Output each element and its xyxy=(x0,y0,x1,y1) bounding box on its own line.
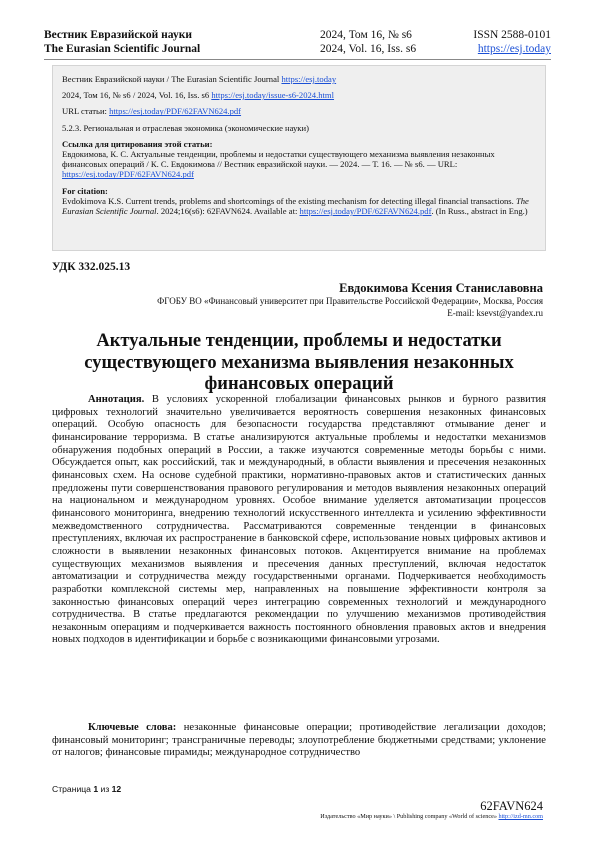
author-name: Евдокимова Ксения Станиславовна xyxy=(339,281,543,295)
article-title: Актуальные тенденции, проблемы и недостатки существующего механизма выявления незаконных финансовых операций xyxy=(84,331,514,394)
article-pdf-link[interactable]: https://esj.today/PDF/62FAVN624.pdf xyxy=(109,106,242,117)
keywords-label: Ключевые слова: xyxy=(88,722,177,733)
page-number: Страница 1 из 12 xyxy=(52,784,122,794)
infobox-section: 5.2.3. Региональная и отраслевая экономика (экономические науки) xyxy=(62,122,309,133)
publisher-line: Издательство «Мир науки» \ Publishing company «World of science» http://izd-mn.com xyxy=(320,813,543,820)
header-journal xyxy=(44,28,200,56)
issue-ru: 2024, Том 16, № s6 xyxy=(320,29,412,41)
journal-site-link[interactable]: https://esj.today xyxy=(477,43,551,55)
citation-ru: Ссылка для цитирования этой статьи: Евдокимова, К. С. Актуальные тенденции, проблемы и недостатки существующего механизма выявления незаконных финансовых операций / К. С. Евдокимова // Вестник евразийской науки. — 2024. — Т. 16. — № s6. — URL: https://esj.today/PDF/62FAVN624.pdf xyxy=(62,139,536,180)
citation-infobox xyxy=(52,65,546,251)
author-affiliation: ФГОБУ ВО «Финансовый университет при Правительстве Российской Федерации», Москва, Россия xyxy=(157,296,543,306)
issn: ISSN 2588-0101 xyxy=(473,29,551,41)
udk-code: УДК 332.025.13 xyxy=(52,261,131,273)
citation-ru-label: Ссылка для цитирования этой статьи: xyxy=(62,138,213,149)
issue-en: 2024, Vol. 16, Iss. s6 xyxy=(320,43,417,55)
keywords-text: незаконные финансовые операции; противодействие легализации доходов; финансовый мониторинг; трансграничные переводы; злоупотребление бюджетными средствами; уклонение от налогов; финансовые пирамиды; международное сотрудничество xyxy=(52,722,546,759)
abstract-label: Аннотация. xyxy=(88,394,145,405)
header-issn xyxy=(473,28,551,56)
abstract xyxy=(52,394,546,647)
header-divider xyxy=(44,59,551,60)
infobox-journal-line: Вестник Евразийской науки / The Eurasian Scientific Journal https://esj.today xyxy=(62,74,337,84)
citation-en-label: For citation: xyxy=(62,185,108,196)
journal-link[interactable]: https://esj.today xyxy=(281,74,337,84)
citation-ru-link[interactable]: https://esj.today/PDF/62FAVN624.pdf xyxy=(62,169,194,180)
keywords xyxy=(52,722,546,760)
citation-en: For citation: Evdokimova K.S. Current trends, problems and shortcomings of the existing mechanism for detecting illegal financial transactions. The Eurasian Scientific Journal. 2024;16(s6): 62FAVN624. Available at: https://esj.today/PDF/62FAVN624.pdf. (In Russ., abstract in Eng.) xyxy=(62,186,536,217)
abstract-text: В условиях ускоренной глобализации финансовых рынков и бурного развития цифровых технологий значительно увеличивается вероятность совершения незаконных финансовых операций. Особую опасность для безопасности государства представляют отмывание денег и финансирование терроризма. В статье анализируются актуальные проблемы и недостатки механизмов обнаружения подобных операций в России, а также изучаются современные методы борьбы с ними. Обсуждается опыт, как российский, так и международный, в области выявления и пресечения незаконных финансовых схем. На основе судебной практики, нормативно-правовых актов и статистических данных предложены пути совершенствования правового регулирования и методов выявления незаконных операций на национальном и международном уровнях. Особое внимание уделяется автоматизации процессов финансового мониторинга, внедрению технологий искусственного интеллекта и усилению эффективности межведомственного сотрудничества. Рассматриваются современные тенденции в финансовых преступлениях, включая их распространение в банковской сфере, использование новых цифровых активов и сложности в выявлении незаконных финансовых потоков. Акцентируется внимание на проблемах существующих механизмов выявления и пресечения данных преступлений, включая недостаток автоматизации и сотрудничества между государственными органами. Подчеркивается необходимость разработки комплексной системы мер, направленных на повышение эффективности контроля за законностью финансовых операций через интеграцию современных технологий и международного сотрудничества. В статье предлагаются рекомендации по улучшению механизмов противодействия незаконным операциям и подчеркивается важность постоянного обновления правовых актов и внедрения новых подходов в идентификации и борьбе с возникающими финансовыми угрозами. xyxy=(52,394,546,646)
journal-name-en: The Eurasian Scientific Journal xyxy=(44,43,201,55)
issue-link[interactable]: https://esj.today/issue-s6-2024.html xyxy=(211,90,335,101)
citation-en-journal: The Eurasian Scientific Journal xyxy=(62,195,529,217)
publisher-link[interactable]: http://izd-mn.com xyxy=(498,813,543,820)
author-email: E-mail: ksevst@yandex.ru xyxy=(447,308,543,318)
header-issue xyxy=(320,28,416,56)
citation-en-link[interactable]: https://esj.today/PDF/62FAVN624.pdf xyxy=(299,206,432,217)
infobox-issue-line: 2024, Том 16, № s6 / 2024, Vol. 16, Iss. s6 https://esj.today/issue-s6-2024.html xyxy=(62,90,335,101)
article-code: 62FAVN624 xyxy=(480,799,543,813)
journal-name-ru: Вестник Евразийской науки xyxy=(44,29,192,41)
infobox-url-line: URL статьи: https://esj.today/PDF/62FAVN624.pdf xyxy=(62,106,242,117)
